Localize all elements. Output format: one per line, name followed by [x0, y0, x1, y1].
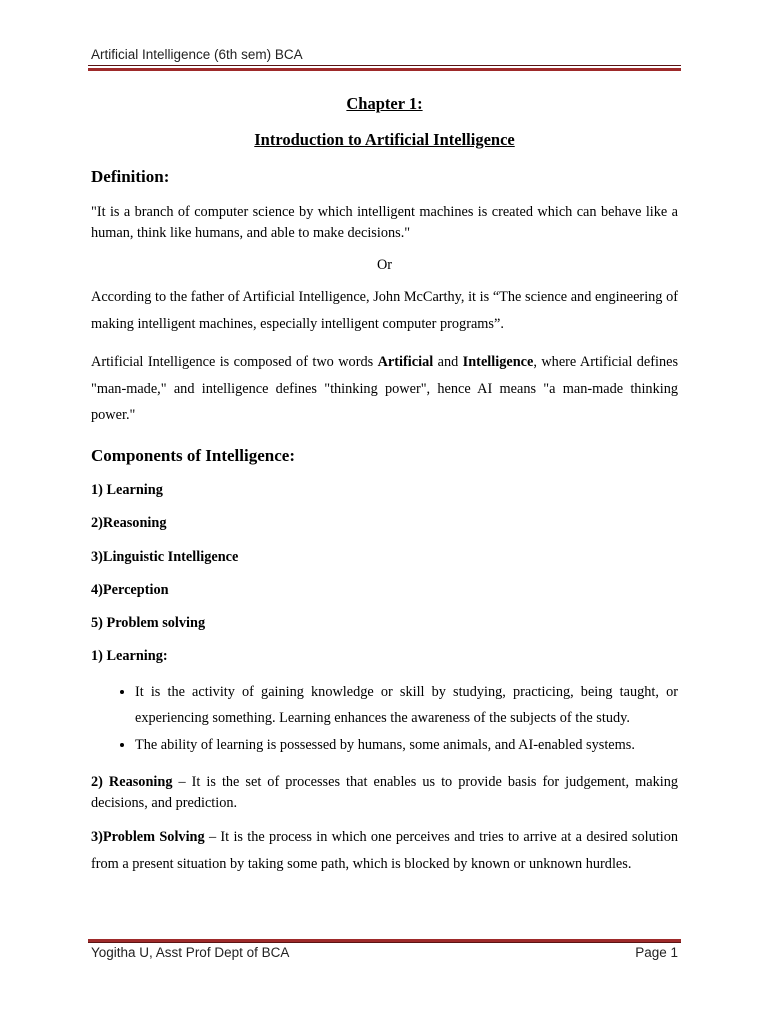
- composition-rest: , where Artificial defines "man-made," and intelligence defines "thinking power", hence AI means "a man-made thinking power.": [91, 354, 679, 423]
- chapter-number: Chapter 1:: [346, 94, 423, 113]
- definition-heading: Definition:: [91, 167, 170, 186]
- component-item: 2)Reasoning: [91, 514, 167, 531]
- reasoning-text: – It is the set of processes that enables us to provide basis for judgement, making decisions, and prediction.: [91, 774, 678, 811]
- footer-rule: [88, 937, 681, 943]
- learning-bullet: • It is the activity of gaining knowledge or skill by studying, practicing, being taught, or experiencing something. Learning enhances the awareness of the subjects of the study.: [135, 679, 678, 732]
- component-item: 1) Learning: [91, 481, 163, 498]
- page-footer: [91, 945, 678, 960]
- word-and: and: [433, 354, 463, 370]
- learning-bullets: [91, 679, 678, 759]
- problem-solving-label: 3)Problem Solving: [91, 829, 205, 845]
- components-heading: Components of Intelligence:: [91, 445, 295, 465]
- component-item: 4)Perception: [91, 581, 169, 598]
- learning-heading: 1) Learning:: [91, 647, 168, 664]
- reasoning-paragraph: [91, 772, 678, 814]
- component-item: 3)Linguistic Intelligence: [91, 548, 239, 565]
- header-rule: [88, 65, 681, 71]
- problem-solving-text: – It is the process in which one perceives and tries to arrive at a desired solution from a present situation by taking some path, which is blocked by known or unknown hurdles.: [91, 829, 678, 872]
- or-separator: Or: [376, 257, 393, 273]
- word-artificial: Artificial: [377, 354, 434, 370]
- word-intelligence: Intelligence: [462, 354, 534, 370]
- mccarthy-definition: According to the father of Artificial Intelligence, John McCarthy, it is “The science and engineering of making intelligent machines, especially intelligent computer programs”.: [91, 289, 678, 332]
- ai-composition-paragraph: [91, 349, 678, 429]
- component-item: 5) Problem solving: [91, 614, 206, 631]
- page-header: Artificial Intelligence (6th sem) BCA: [91, 47, 303, 62]
- chapter-title: Introduction to Artificial Intelligence: [254, 130, 515, 149]
- composition-intro: Artificial Intelligence is composed of two words: [91, 354, 378, 370]
- problem-solving-paragraph: [91, 824, 678, 877]
- reasoning-label: 2) Reasoning: [91, 774, 173, 790]
- footer-author: Yogitha U, Asst Prof Dept of BCA: [91, 945, 290, 960]
- definition-quote: "It is a branch of computer science by which intelligent machines is created which can behave like a human, think like humans, and able to make decisions.": [91, 204, 678, 241]
- learning-bullet: • The ability of learning is possessed by humans, some animals, and AI-enabled systems.: [135, 732, 678, 759]
- page-number: Page 1: [635, 945, 678, 960]
- page-content: [91, 93, 678, 877]
